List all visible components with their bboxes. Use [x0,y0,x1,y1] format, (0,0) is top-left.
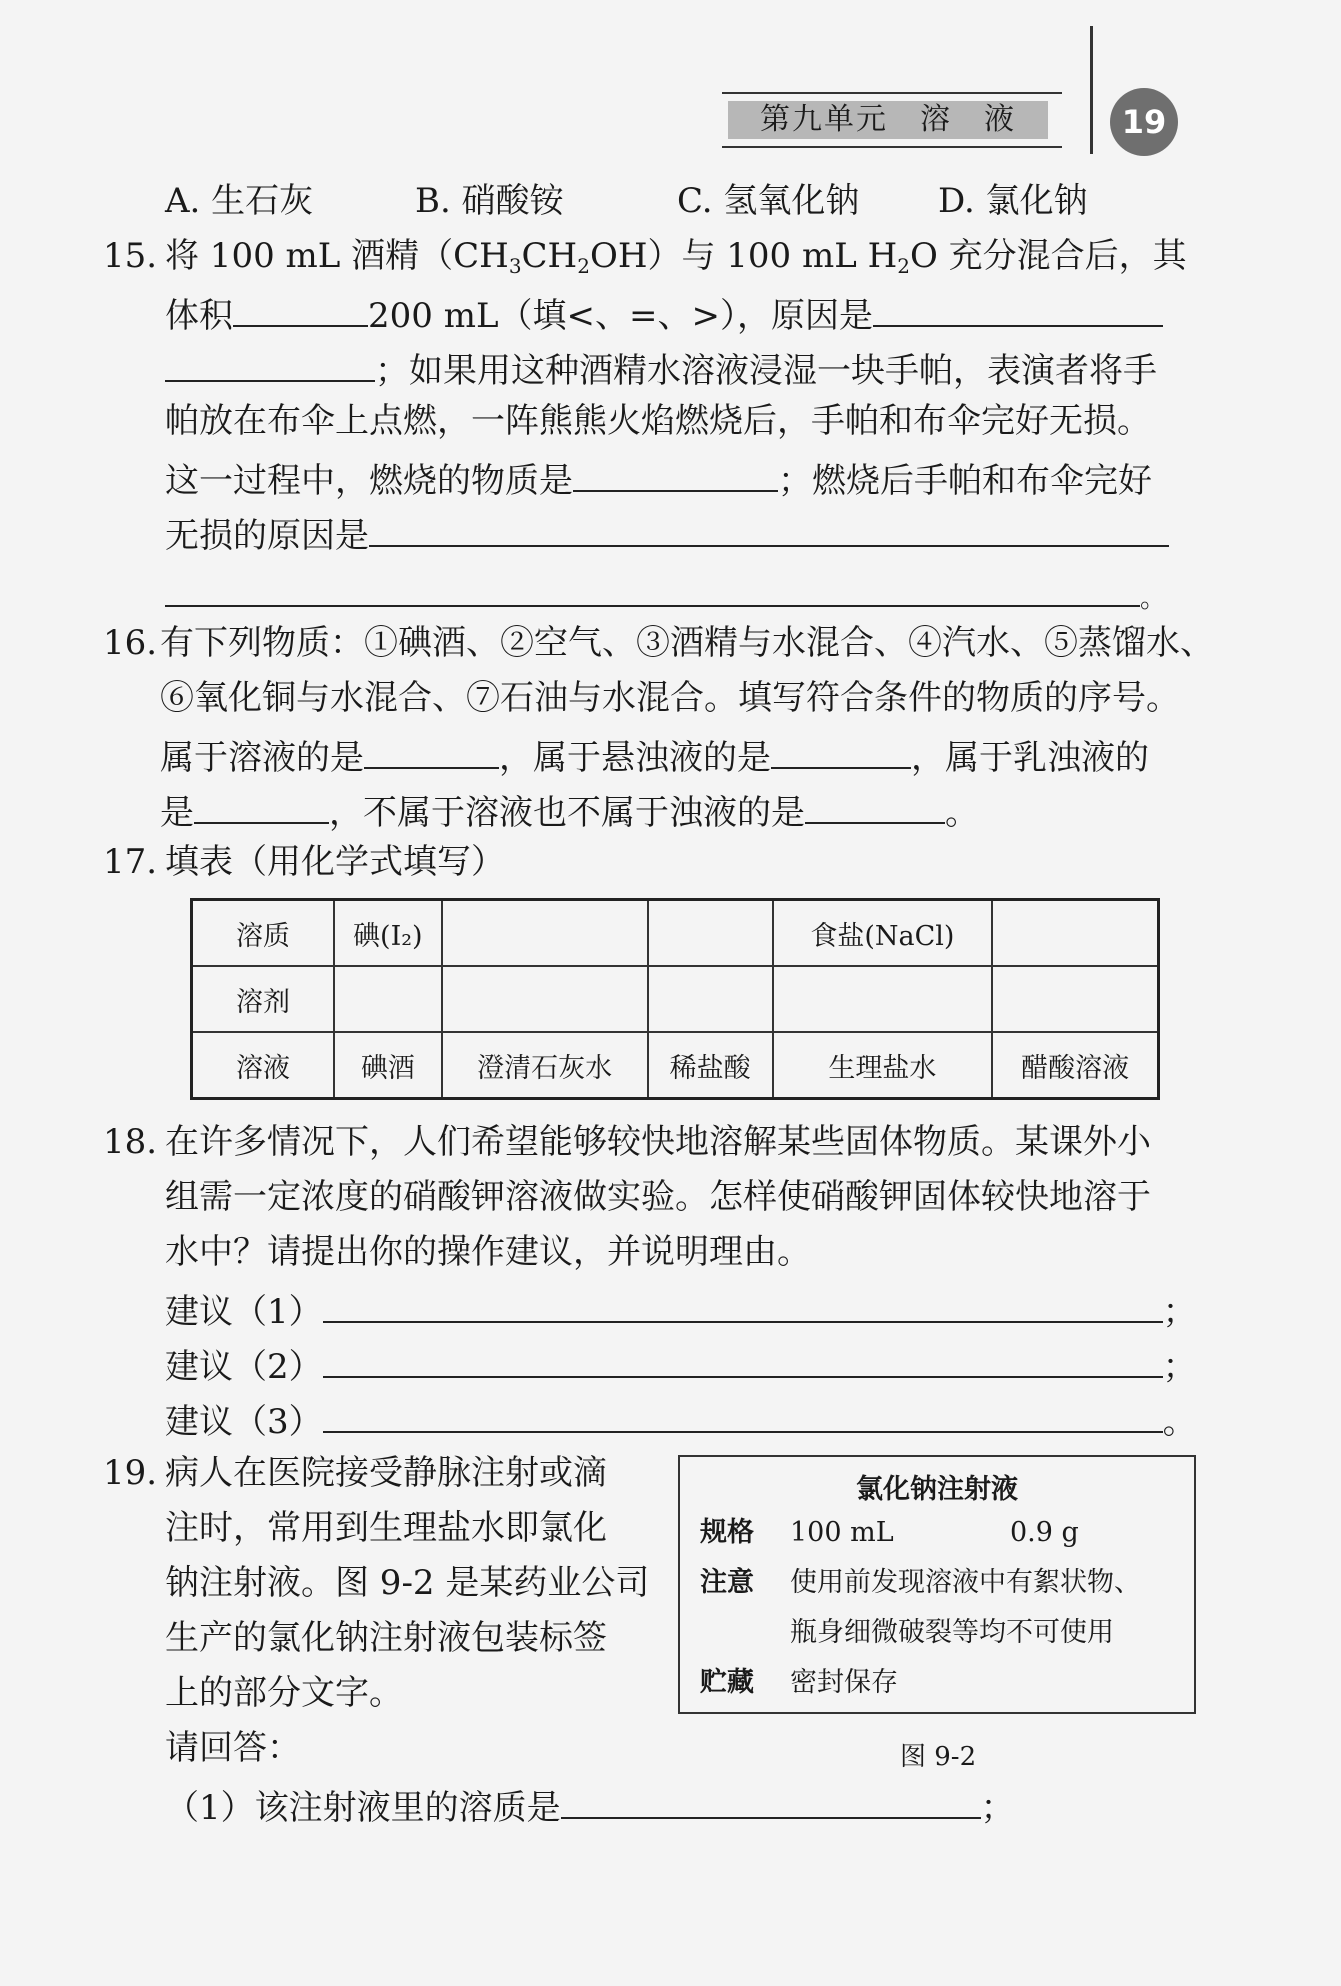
label-note-line-2: 瓶身细微破裂等均不可使用 [790,1617,1114,1648]
answer-blank[interactable] [561,1783,981,1819]
label-title: 氯化钠注射液 [856,1474,1018,1505]
answer-blank[interactable] [805,788,945,824]
solution-table [190,898,1160,1100]
label-note-key: 注意 [700,1567,754,1598]
q15-line-6: 无损的原因是 [165,511,1169,556]
q18-suggestion-3: 建议（3） 。 [165,1397,1197,1442]
label-spec-mass: 0.9 g [1010,1517,1079,1548]
answer-blank[interactable] [369,511,1169,547]
label-storage-key: 贮藏 [700,1667,754,1698]
table-cell[interactable] [442,966,648,1032]
q18-line-1: 在许多情况下，人们希望能够较快地溶解某些固体物质。某课外小 [165,1122,1151,1162]
q16-number: 16. [103,623,158,663]
table-cell[interactable] [442,900,648,967]
q19-line-1: 病人在医院接受静脉注射或滴 [165,1453,607,1493]
label-spec-volume: 100 mL [790,1517,894,1548]
answer-blank[interactable] [165,346,375,382]
answer-blank[interactable] [573,456,778,492]
q17-number: 17. [103,842,158,882]
table-row [192,1032,1159,1099]
table-cell[interactable] [992,966,1158,1032]
q15-line-7: 。 [165,571,1166,619]
q15-line-2: 体积 200 mL（填<、=、>），原因是 [165,291,1163,336]
q19-line-5: 上的部分文字。 [165,1673,403,1713]
row-header-solution: 溶液 [192,1032,335,1099]
q19-line-2: 注时，常用到生理盐水即氯化 [165,1508,607,1548]
label-spec-key: 规格 [700,1517,754,1548]
table-cell[interactable] [648,966,773,1032]
table-cell[interactable] [992,900,1158,967]
q17-title: 填表（用化学式填写） [165,842,505,882]
row-header-solvent: 溶剂 [192,966,335,1032]
q15-line-1: 将 100 mL 酒精$(CH_3CH_2OH)$与 100 mL $H_2O$ 充分混合后，其 [165,236,1187,278]
header-rule-top [722,92,1062,94]
table-cell: 食盐(NaCl) [773,900,993,967]
label-storage-value: 密封保存 [790,1667,898,1698]
answer-blank[interactable] [233,291,368,327]
q19-please-answer: 请回答： [165,1728,301,1768]
table-cell: 澄清石灰水 [442,1032,648,1099]
q19-sub-question-1: （1）该注射液里的溶质是 ； [165,1783,1015,1828]
table-cell[interactable] [773,966,993,1032]
q19-line-3: 钠注射液。图 9-2 是某药业公司 [165,1563,650,1603]
injection-label [678,1455,1196,1714]
q19-number: 19. [103,1453,158,1493]
header-rule-bottom [722,146,1062,148]
answer-blank[interactable] [194,788,329,824]
q18-line-2: 组需一定浓度的硝酸钾溶液做实验。怎样使硝酸钾固体较快地溶于 [165,1177,1151,1217]
table-cell: 生理盐水 [773,1032,993,1099]
answer-blank[interactable] [165,571,1140,607]
q15-line-4: 帕放在布伞上点燃，一阵熊熊火焰燃烧后，手帕和布伞完好无损。 [165,401,1151,441]
option-b: B. 硝酸铵 [415,181,564,221]
answer-blank[interactable] [873,291,1163,327]
option-a: A. 生石灰 [165,181,314,221]
q15-line-5: 这一过程中，燃烧的物质是 ；燃烧后手帕和布伞完好 [165,456,1152,501]
q16-line-4: 是 ，不属于溶液也不属于浊液的是 。 [160,788,979,833]
table-cell: 碘酒 [334,1032,442,1099]
header-divider [1090,26,1093,154]
label-note-line-1: 使用前发现溶液中有絮状物、 [790,1567,1141,1598]
option-d: D. 氯化钠 [938,181,1088,221]
table-cell[interactable] [648,900,773,967]
answer-blank[interactable] [323,1342,1163,1378]
q18-number: 18. [103,1122,158,1162]
table-cell: 醋酸溶液 [992,1032,1158,1099]
figure-caption: 图 9-2 [900,1742,977,1772]
answer-blank[interactable] [323,1287,1163,1323]
q18-suggestion-1: 建议（1） ； [165,1287,1197,1332]
option-c: C. 氢氧化钠 [677,181,860,221]
q18-suggestion-2: 建议（2） ； [165,1342,1197,1387]
table-row [192,966,1159,1032]
q16-line-3: 属于溶液的是 ，属于悬浊液的是 ，属于乳浊液的 [160,733,1149,778]
q15-line-3: ；如果用这种酒精水溶液浸湿一块手帕，表演者将手 [165,346,1157,391]
q18-line-3: 水中？请提出你的操作建议，并说明理由。 [165,1232,811,1272]
q15-number: 15. [103,236,158,276]
answer-blank[interactable] [771,733,911,769]
page-number: 19 [1110,88,1178,156]
q16-line-2: ⑥氧化铜与水混合、⑦石油与水混合。填写符合条件的物质的序号。 [160,678,1180,718]
unit-title: 第九单元 溶 液 [760,102,1016,137]
table-row [192,900,1159,967]
table-cell[interactable] [334,966,442,1032]
q19-line-4: 生产的氯化钠注射液包装标签 [165,1618,607,1658]
q16-line-1: 有下列物质：①碘酒、②空气、③酒精与水混合、④汽水、⑤蒸馏水、 [160,623,1214,663]
answer-blank[interactable] [364,733,499,769]
answer-blank[interactable] [323,1397,1163,1433]
table-cell: 碘(I₂) [334,900,442,967]
row-header-solute: 溶质 [192,900,335,967]
table-cell: 稀盐酸 [648,1032,773,1099]
